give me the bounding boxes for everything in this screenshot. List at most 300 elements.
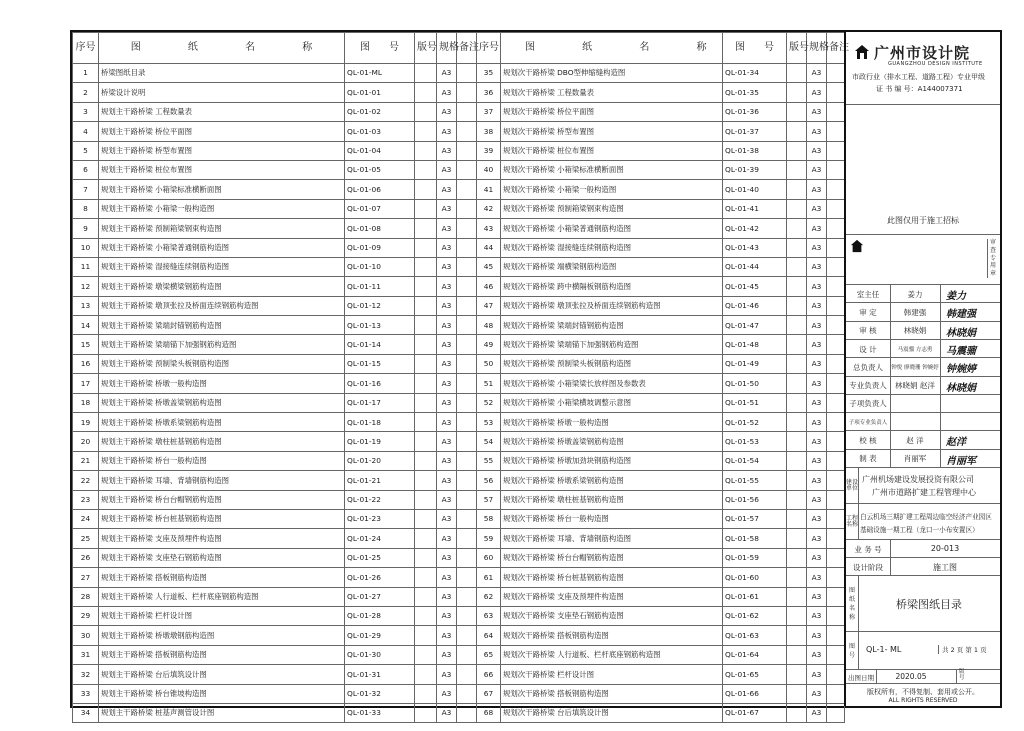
row-drawing-no: QL-01-43 (723, 238, 787, 257)
header-spec: 规格 (807, 33, 827, 64)
row-remark (457, 83, 477, 102)
table-row (73, 393, 477, 412)
table-row (73, 316, 477, 335)
table-row (73, 626, 477, 645)
row-remark (457, 684, 477, 703)
table-row (477, 374, 845, 393)
row-remark (457, 374, 477, 393)
row-spec: A3 (437, 626, 457, 645)
row-spec: A3 (807, 180, 827, 199)
row-seq: 50 (477, 354, 501, 373)
row-drawing-no: QL-01-19 (345, 432, 415, 451)
row-name: 规划主干路桥梁 小箱梁一般构造图 (99, 199, 345, 218)
row-drawing-no: QL-01-04 (345, 141, 415, 160)
row-drawing-no: QL-01-60 (723, 568, 787, 587)
role-name: 姜力 (890, 285, 941, 303)
row-seq: 1 (73, 64, 99, 83)
row-seq: 62 (477, 587, 501, 606)
row-seq: 34 (73, 703, 99, 722)
row-remark (457, 471, 477, 490)
table-row (73, 587, 477, 606)
row-seq: 48 (477, 316, 501, 335)
row-remark (827, 451, 845, 470)
row-version (415, 432, 437, 451)
role-name: 赵 洋 (890, 431, 941, 449)
copyright-text: 版权所有，不得复制、套用或公开。 (867, 688, 979, 696)
header-name: 图 纸 名 称 (501, 33, 723, 64)
row-version (415, 684, 437, 703)
row-seq: 38 (477, 122, 501, 141)
project-line-1: 白云机场三期扩建工程周边临空经济产业园区 (860, 513, 992, 521)
row-seq: 61 (477, 568, 501, 587)
row-name: 规划次干路桥梁 预制箱梁钢束构造图 (501, 199, 723, 218)
index-table-left (72, 32, 477, 723)
row-seq: 67 (477, 684, 501, 703)
client-row (846, 467, 1000, 504)
table-row (477, 141, 845, 160)
row-remark (827, 219, 845, 238)
row-spec: A3 (437, 451, 457, 470)
row-drawing-no: QL-01-65 (723, 665, 787, 684)
row-spec: A3 (807, 64, 827, 83)
row-drawing-no: QL-01-02 (345, 102, 415, 121)
table-row (477, 529, 845, 548)
row-name: 规划次干路桥梁 支座及预埋件构造图 (501, 587, 723, 606)
row-name: 规划次干路桥梁 桥型布置图 (501, 122, 723, 141)
row-version (787, 160, 807, 179)
row-version (415, 122, 437, 141)
table-row (73, 257, 477, 276)
row-name: 规划次干路桥梁 搭板钢筋构造图 (501, 626, 723, 645)
row-seq: 37 (477, 102, 501, 121)
row-remark (827, 180, 845, 199)
row-version (787, 199, 807, 218)
row-drawing-no: QL-01-15 (345, 354, 415, 373)
row-drawing-no: QL-01-64 (723, 645, 787, 664)
header-remark: 备注 (827, 33, 845, 64)
row-version (787, 471, 807, 490)
version-label: 版号 (956, 670, 967, 684)
table-row (73, 219, 477, 238)
role-row (846, 412, 1000, 431)
row-spec: A3 (437, 548, 457, 567)
row-spec: A3 (807, 645, 827, 664)
row-remark (827, 393, 845, 412)
row-drawing-no: QL-01-63 (723, 626, 787, 645)
row-spec: A3 (807, 413, 827, 432)
table-row (477, 665, 845, 684)
row-seq: 63 (477, 606, 501, 625)
drawing-title: 桥梁图纸目录 (896, 598, 962, 611)
row-seq: 35 (477, 64, 501, 83)
row-drawing-no: QL-01-52 (723, 413, 787, 432)
table-row (73, 335, 477, 354)
table-row (73, 141, 477, 160)
row-remark (457, 316, 477, 335)
row-seq: 8 (73, 199, 99, 218)
row-seq: 24 (73, 509, 99, 528)
role-row (846, 357, 1000, 376)
table-row (477, 645, 845, 664)
drawing-number: QL-1- ML (866, 645, 902, 654)
row-version (787, 335, 807, 354)
row-seq: 27 (73, 568, 99, 587)
row-name: 规划次干路桥梁 DBO型伸缩缝构造图 (501, 64, 723, 83)
row-spec: A3 (437, 606, 457, 625)
row-name: 规划次干路桥梁 栏杆设计图 (501, 665, 723, 684)
row-seq: 15 (73, 335, 99, 354)
row-spec: A3 (437, 83, 457, 102)
row-spec: A3 (807, 199, 827, 218)
drawing-no-row (846, 631, 1000, 670)
role-row (846, 430, 1000, 449)
row-name: 规划主干路桥梁 桥台台帽钢筋构造图 (99, 490, 345, 509)
row-version (415, 316, 437, 335)
row-name: 规划次干路桥梁 跨中横隔板钢筋构造图 (501, 277, 723, 296)
row-spec: A3 (807, 606, 827, 625)
row-drawing-no: QL-01-22 (345, 490, 415, 509)
row-seq: 45 (477, 257, 501, 276)
row-seq: 12 (73, 277, 99, 296)
row-seq: 22 (73, 471, 99, 490)
copyright-en: ALL RIGHTS RESERVED (888, 697, 958, 704)
row-spec: A3 (807, 548, 827, 567)
row-seq: 5 (73, 141, 99, 160)
table-row (477, 703, 845, 722)
table-row (73, 102, 477, 121)
notice-text: 此图仅用于施工招标 (887, 216, 959, 225)
row-spec: A3 (807, 587, 827, 606)
row-remark (827, 703, 845, 722)
row-version (415, 277, 437, 296)
role-label: 专业负责人 (846, 377, 891, 395)
role-name: 韩建强 (890, 303, 941, 321)
institute-logo-icon (854, 44, 870, 60)
row-drawing-no: QL-01-42 (723, 219, 787, 238)
row-seq: 16 (73, 354, 99, 373)
row-spec: A3 (807, 374, 827, 393)
row-spec: A3 (437, 141, 457, 160)
row-remark (457, 180, 477, 199)
row-seq: 33 (73, 684, 99, 703)
stage-value: 施工图 (933, 563, 957, 572)
row-spec: A3 (807, 354, 827, 373)
row-seq: 53 (477, 413, 501, 432)
row-seq: 14 (73, 316, 99, 335)
row-version (415, 219, 437, 238)
table-row (477, 393, 845, 412)
row-drawing-no: QL-01-53 (723, 432, 787, 451)
table-row (477, 548, 845, 567)
row-spec: A3 (807, 703, 827, 722)
row-seq: 3 (73, 102, 99, 121)
row-spec: A3 (437, 413, 457, 432)
row-version (415, 587, 437, 606)
row-version (787, 219, 807, 238)
table-row (73, 160, 477, 179)
row-drawing-no: QL-01-35 (723, 83, 787, 102)
row-spec: A3 (437, 393, 457, 412)
row-name: 规划主干路桥梁 梁端锚下加强钢筋构造图 (99, 335, 345, 354)
row-spec: A3 (437, 432, 457, 451)
row-version (787, 354, 807, 373)
row-name: 规划次干路桥梁 桥位平面图 (501, 102, 723, 121)
certificate-no: 证 书 编 号：A144007371 (876, 85, 963, 93)
notice-area (846, 104, 1000, 235)
row-version (415, 64, 437, 83)
row-seq: 9 (73, 219, 99, 238)
row-version (415, 374, 437, 393)
header-name: 图 纸 名 称 (99, 33, 345, 64)
row-seq: 60 (477, 548, 501, 567)
row-drawing-no: QL-01-28 (345, 606, 415, 625)
row-seq: 21 (73, 451, 99, 470)
row-name: 规划次干路桥梁 耳墙、背墙钢筋构造图 (501, 529, 723, 548)
row-name: 规划主干路桥梁 梁端封锚钢筋构造图 (99, 316, 345, 335)
page-count: 共 2 页 第 1 页 (938, 645, 987, 654)
row-drawing-no: QL-01-66 (723, 684, 787, 703)
row-spec: A3 (437, 645, 457, 664)
role-label: 子项专业负责人 (846, 413, 891, 431)
row-name: 规划主干路桥梁 桥型布置图 (99, 141, 345, 160)
row-version (415, 296, 437, 315)
header-version: 版号 (415, 33, 437, 64)
table-row (477, 219, 845, 238)
row-name: 规划次干路桥梁 小箱梁普通钢筋构造图 (501, 219, 723, 238)
row-remark (827, 587, 845, 606)
row-remark (827, 199, 845, 218)
row-remark (457, 160, 477, 179)
row-version (415, 451, 437, 470)
row-seq: 55 (477, 451, 501, 470)
row-spec: A3 (807, 238, 827, 257)
row-name: 规划主干路桥梁 耳墙、背墙钢筋构造图 (99, 471, 345, 490)
row-name: 规划主干路桥梁 湿接缝连续钢筋构造图 (99, 257, 345, 276)
row-version (415, 606, 437, 625)
row-seq: 46 (477, 277, 501, 296)
row-name: 规划次干路桥梁 小箱梁梁长放样图及参数表 (501, 374, 723, 393)
drawing-name-label: 图 纸 名 称 (846, 576, 859, 632)
row-remark (827, 64, 845, 83)
row-spec: A3 (807, 626, 827, 645)
row-seq: 29 (73, 606, 99, 625)
row-version (787, 432, 807, 451)
row-name: 规划次干路桥梁 工程数量表 (501, 83, 723, 102)
row-spec: A3 (437, 335, 457, 354)
table-row (73, 238, 477, 257)
row-remark (457, 199, 477, 218)
row-name: 规划次干路桥梁 搭板钢筋构造图 (501, 684, 723, 703)
row-drawing-no: QL-01-14 (345, 335, 415, 354)
index-table-right (476, 32, 849, 723)
row-remark (457, 529, 477, 548)
table-row (73, 296, 477, 315)
row-spec: A3 (437, 354, 457, 373)
institute-header (846, 32, 1000, 104)
row-name: 规划次干路桥梁 人行道板、栏杆底座钢筋构造图 (501, 645, 723, 664)
row-seq: 49 (477, 335, 501, 354)
role-signature: 钟婉婷 (946, 364, 976, 376)
row-remark (827, 490, 845, 509)
row-version (787, 529, 807, 548)
row-remark (827, 626, 845, 645)
row-remark (457, 645, 477, 664)
row-remark (457, 296, 477, 315)
row-version (415, 529, 437, 548)
row-version (787, 238, 807, 257)
role-signature: 林晓娟 (946, 327, 976, 339)
role-label: 总负责人 (846, 358, 891, 376)
row-drawing-no: QL-01-18 (345, 413, 415, 432)
role-label: 审 定 (846, 303, 891, 321)
row-drawing-no: QL-01-06 (345, 180, 415, 199)
row-seq: 28 (73, 587, 99, 606)
row-name: 规划主干路桥梁 桥墩盖梁钢筋构造图 (99, 393, 345, 412)
role-signature: 林晓娟 (946, 382, 976, 394)
table-row (477, 684, 845, 703)
row-remark (827, 471, 845, 490)
row-name: 规划次干路桥梁 桥墩加劲块钢筋构造图 (501, 451, 723, 470)
row-seq: 11 (73, 257, 99, 276)
table-row (73, 199, 477, 218)
row-version (415, 645, 437, 664)
row-spec: A3 (437, 199, 457, 218)
row-drawing-no: QL-01-59 (723, 548, 787, 567)
table-row (477, 471, 845, 490)
row-version (415, 490, 437, 509)
row-seq: 54 (477, 432, 501, 451)
row-spec: A3 (437, 316, 457, 335)
row-name: 规划次干路桥梁 预制梁头板钢筋构造图 (501, 354, 723, 373)
row-name: 规划主干路桥梁 人行道板、栏杆底座钢筋构造图 (99, 587, 345, 606)
row-spec: A3 (807, 529, 827, 548)
row-version (415, 354, 437, 373)
row-version (787, 83, 807, 102)
row-seq: 58 (477, 509, 501, 528)
date-row (846, 669, 1000, 684)
row-seq: 47 (477, 296, 501, 315)
row-drawing-no: QL-01-ML (345, 64, 415, 83)
qualification: 市政行业（排水工程、道路工程）专业甲级 (852, 73, 985, 81)
title-block (844, 32, 1000, 706)
row-remark (827, 316, 845, 335)
row-drawing-no: QL-01-48 (723, 335, 787, 354)
row-remark (827, 509, 845, 528)
row-spec: A3 (807, 665, 827, 684)
row-drawing-no: QL-01-50 (723, 374, 787, 393)
row-remark (457, 606, 477, 625)
row-remark (457, 219, 477, 238)
row-drawing-no: QL-01-44 (723, 257, 787, 276)
row-remark (827, 122, 845, 141)
row-spec: A3 (437, 64, 457, 83)
row-version (787, 606, 807, 625)
row-version (415, 141, 437, 160)
row-name: 规划次干路桥梁 湿接缝连续钢筋构造图 (501, 238, 723, 257)
row-remark (457, 102, 477, 121)
row-spec: A3 (807, 568, 827, 587)
row-drawing-no: QL-01-20 (345, 451, 415, 470)
drawing-title-row (846, 575, 1000, 632)
row-spec: A3 (807, 451, 827, 470)
row-remark (457, 432, 477, 451)
row-remark (457, 141, 477, 160)
row-remark (457, 277, 477, 296)
row-name: 规划主干路桥梁 桥台一般构造图 (99, 451, 345, 470)
row-drawing-no: QL-01-36 (723, 102, 787, 121)
row-remark (827, 141, 845, 160)
row-remark (827, 296, 845, 315)
row-spec: A3 (807, 393, 827, 412)
copyright-row (846, 683, 1000, 707)
row-drawing-no: QL-01-57 (723, 509, 787, 528)
row-spec: A3 (437, 684, 457, 703)
row-seq: 30 (73, 626, 99, 645)
row-spec: A3 (807, 335, 827, 354)
row-remark (457, 354, 477, 373)
table-row (477, 432, 845, 451)
row-drawing-no: QL-01-37 (723, 122, 787, 141)
row-version (415, 102, 437, 121)
row-version (787, 703, 807, 722)
row-remark (827, 374, 845, 393)
row-version (787, 568, 807, 587)
row-remark (457, 413, 477, 432)
role-name: 钟悦 廖晓珊 钟婉婷 (890, 358, 941, 376)
row-drawing-no: QL-01-07 (345, 199, 415, 218)
row-seq: 26 (73, 548, 99, 567)
row-remark (827, 413, 845, 432)
row-spec: A3 (807, 160, 827, 179)
table-row (477, 180, 845, 199)
role-name: 林晓娟 赵洋 (890, 377, 941, 395)
row-spec: A3 (807, 471, 827, 490)
table-row (477, 587, 845, 606)
row-spec: A3 (807, 296, 827, 315)
row-version (415, 471, 437, 490)
row-remark (827, 645, 845, 664)
row-drawing-no: QL-01-34 (723, 64, 787, 83)
row-version (415, 238, 437, 257)
role-signature: 韩建强 (946, 309, 976, 321)
row-seq: 68 (477, 703, 501, 722)
row-seq: 20 (73, 432, 99, 451)
row-seq: 56 (477, 471, 501, 490)
row-drawing-no: QL-01-40 (723, 180, 787, 199)
table-row (73, 354, 477, 373)
row-seq: 17 (73, 374, 99, 393)
row-name: 规划次干路桥梁 桥台台帽钢筋构造图 (501, 548, 723, 567)
row-remark (457, 393, 477, 412)
role-label: 校 核 (846, 431, 891, 449)
table-row (73, 490, 477, 509)
row-spec: A3 (437, 180, 457, 199)
row-name: 规划次干路桥梁 小箱梁一般构造图 (501, 180, 723, 199)
row-name: 规划主干路桥梁 预制梁头板钢筋构造图 (99, 354, 345, 373)
row-version (787, 548, 807, 567)
row-drawing-no: QL-01-51 (723, 393, 787, 412)
row-version (787, 393, 807, 412)
row-drawing-no: QL-01-38 (723, 141, 787, 160)
row-drawing-no: QL-01-03 (345, 122, 415, 141)
row-seq: 4 (73, 122, 99, 141)
table-row (73, 451, 477, 470)
job-row (846, 539, 1000, 558)
row-remark (827, 568, 845, 587)
role-label: 设 计 (846, 340, 891, 358)
table-row (73, 645, 477, 664)
row-version (787, 665, 807, 684)
